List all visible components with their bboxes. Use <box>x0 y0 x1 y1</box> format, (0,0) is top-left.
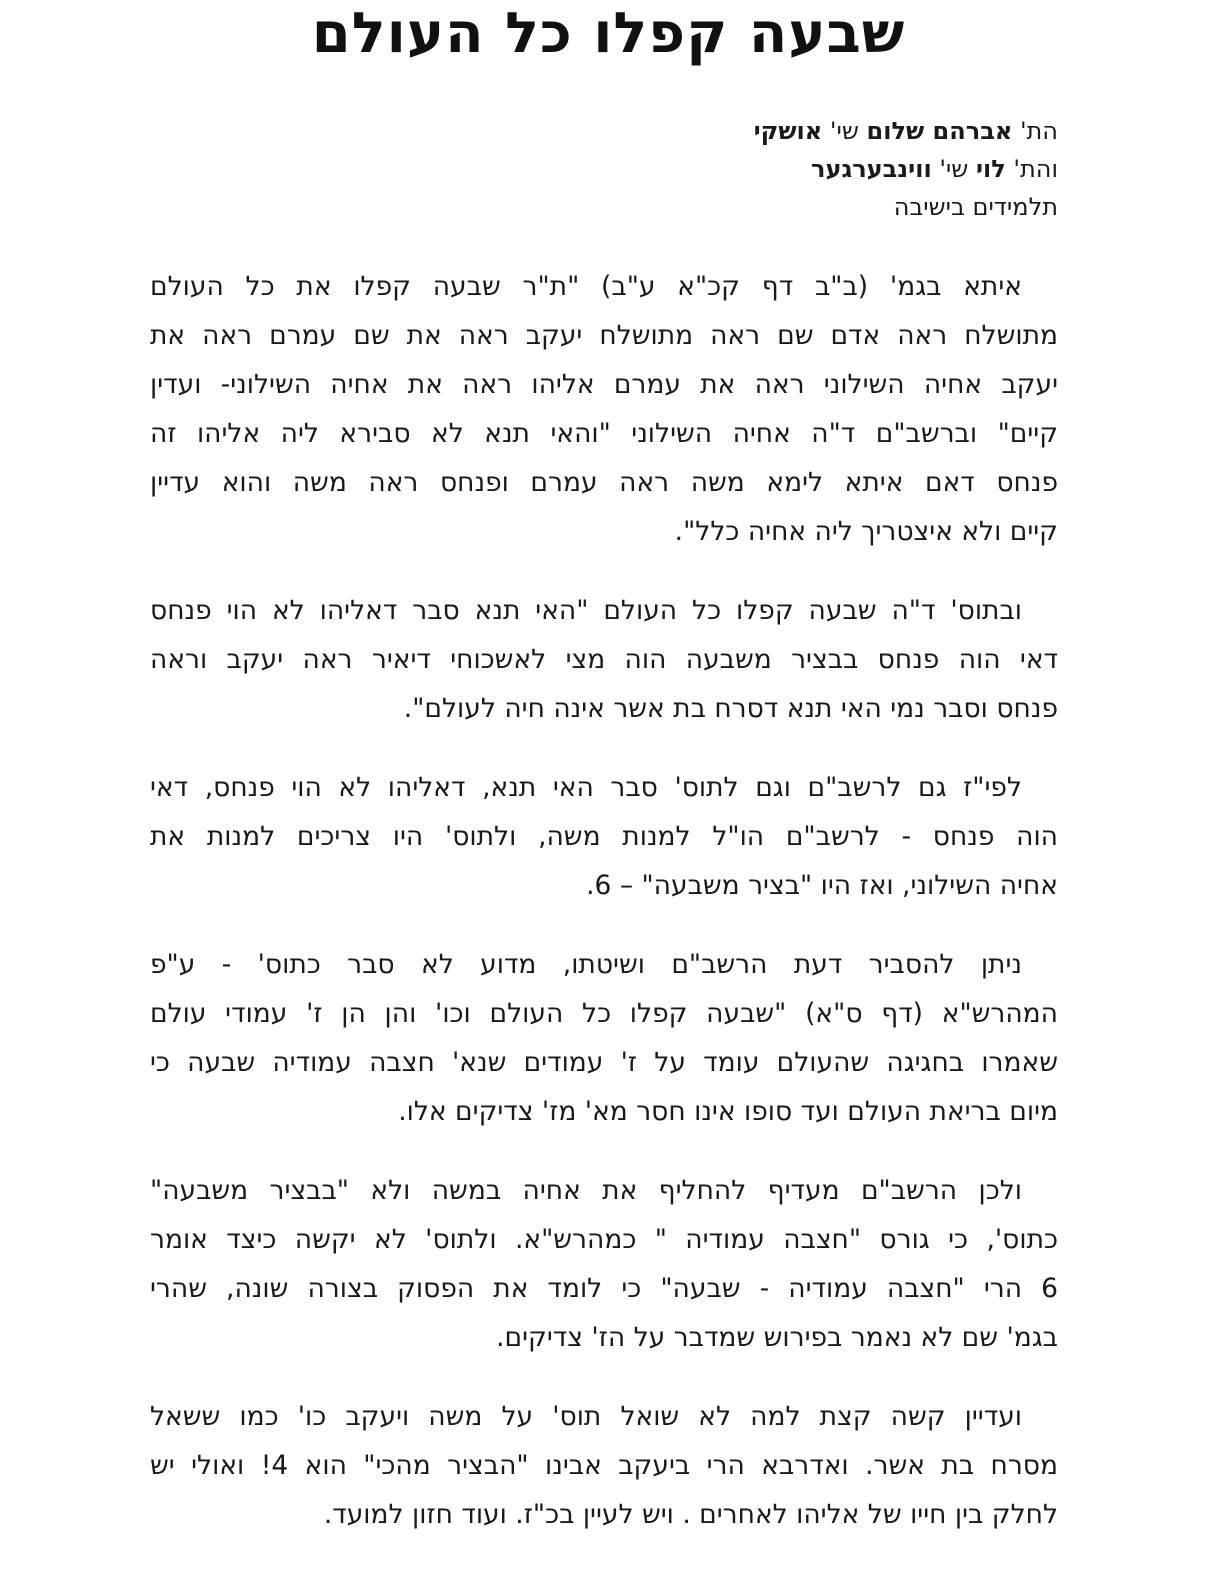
text-line: הוה פנחס - לרשב"ם הו"ל למנות משה, ולתוס' היו צריכים למנות את <box>150 821 1058 852</box>
byline-prefix: הת' <box>1019 117 1058 145</box>
text-line: מסרח בת אשר. ואדרבא הרי ביעקב אבינו "הבציר מהכי" הוא 4! ואולי יש <box>150 1450 1058 1481</box>
text-line: בגמ' שם לא נאמר בפירוש שמדבר על הז' צדיקים. <box>496 1322 1058 1353</box>
text-line: ועדיין קשה קצת למה לא שואל תוס' על משה ויעקב כו' כמו ששאל <box>150 1401 1022 1432</box>
author-name: לוי <box>975 155 1006 183</box>
text-line: כתוס', כי גורס "חצבה עמודיה " כמהרש"א. ולתוס' לא יקשה כיצד אומר <box>150 1224 1058 1255</box>
byline-line-2 <box>150 150 1058 188</box>
paragraph-2 <box>150 586 1058 733</box>
author-surname: אושקי <box>753 117 823 145</box>
paragraph-4 <box>150 940 1058 1136</box>
text-line: לחלק בין חייו של אליהו לאחרים . ויש לעיין בכ"ז. ועוד חזון למועד. <box>323 1499 1058 1530</box>
byline-prefix: והת' <box>1013 155 1058 183</box>
byline-line-3: תלמידים בישיבה <box>893 193 1058 221</box>
byline-honorific: שי' <box>939 155 969 183</box>
text-line: פנחס וסבר נמי האי תנא דסרח בת אשר אינה חיה לעולם". <box>403 693 1058 724</box>
page-title: שבעה קפלו כל העולם <box>311 1 906 66</box>
paragraph-3 <box>150 763 1058 910</box>
text-line: לפי"ז גם לרשב"ם וגם לתוס' סבר האי תנא, דאליהו לא הוי פנחס, דאי <box>150 772 1022 803</box>
text-line: ובתוס' ד"ה שבעה קפלו כל העולם "האי תנא סבר דאליהו לא הוי פנחס <box>150 595 1022 626</box>
text-line: אחיה השילוני, ואז היו "בציר משבעה" – 6. <box>586 870 1058 901</box>
text-line: המהרש"א (דף ס"א) "שבעה קפלו כל העולם וכו' והן הן ז' עמודי עולם <box>150 998 1058 1029</box>
author-name: אברהם שלום <box>866 117 1013 145</box>
text-line: ניתן להסביר דעת הרשב"ם ושיטתו, מדוע לא סבר כתוס' - ע"פ <box>150 949 1022 980</box>
author-surname: ווינבערגער <box>811 155 932 183</box>
text-line: פנחס דאם איתא לימא משה ראה עמרם ופנחס ראה משה והוא עדיין <box>150 467 1058 498</box>
byline-line-1 <box>150 112 1058 150</box>
paragraph-5 <box>150 1166 1058 1362</box>
text-line: קיים ולא איצטריך ליה אחיה כלל". <box>674 516 1058 547</box>
byline <box>150 112 1058 226</box>
text-line: 6 הרי "חצבה עמודיה - שבעה" כי לומד את הפסוק בצורה שונה, שהרי <box>150 1273 1058 1304</box>
text-line: יעקב אחיה השילוני ראה את עמרם אליהו ראה את אחיה השילוני- ועדין <box>150 369 1058 400</box>
paragraph-6 <box>150 1392 1058 1539</box>
text-line: מיום בריאת העולם ועד סופו אינו חסר מא' מז' צדיקים אלו. <box>398 1096 1058 1127</box>
paragraph-1 <box>150 262 1058 556</box>
text-line: איתא בגמ' (ב"ב דף קכ"א ע"ב) "ת"ר שבעה קפלו את כל העולם <box>150 271 1022 302</box>
text-line: שאמרו בחגיגה שהעולם עומד על ז' עמודים שנא' חצבה עמודיה שבעה כי <box>150 1047 1058 1078</box>
text-line: מתושלח ראה אדם שם ראה מתושלח יעקב ראה את שם עמרם ראה את <box>150 320 1058 351</box>
text-line: קיים" וברשב"ם ד"ה אחיה השילוני "והאי תנא לא סבירא ליה אליהו זה <box>150 418 1058 449</box>
text-line: דאי הוה פנחס בבציר משבעה הוה מצי לאשכוחי דיאיר ראה יעקב וראה <box>150 644 1058 675</box>
article-body <box>150 262 1058 1569</box>
text-line: ולכן הרשב"ם מעדיף להחליף את אחיה במשה ולא "בבציר משבעה" <box>150 1175 1022 1206</box>
byline-honorific: שי' <box>829 117 859 145</box>
